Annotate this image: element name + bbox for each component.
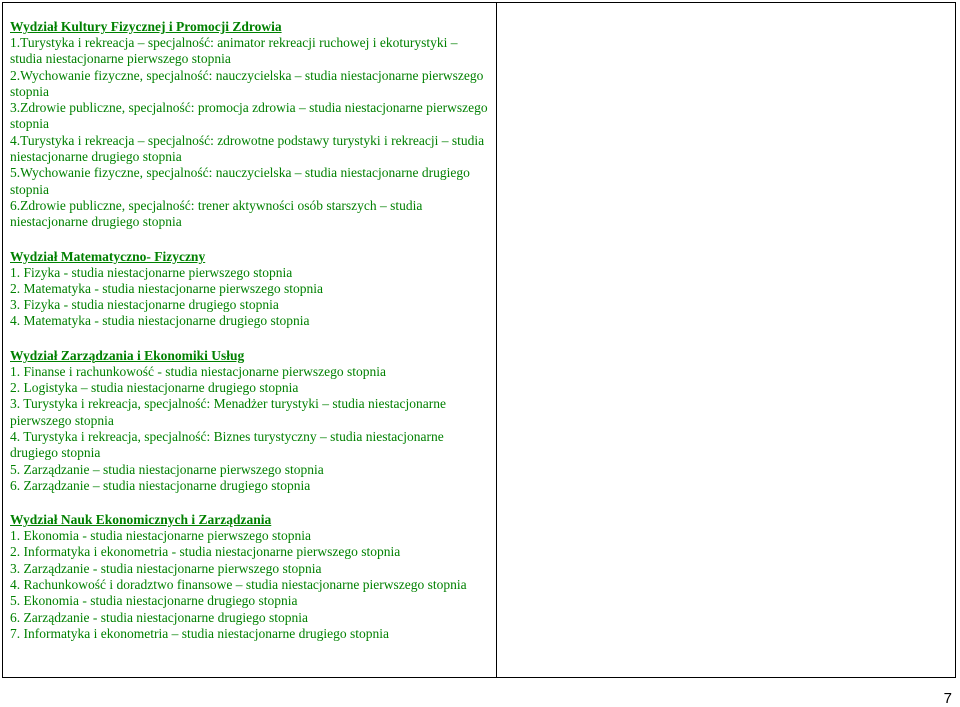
list-item: 5. Ekonomia - studia niestacjonarne drugiego stopnia xyxy=(10,593,298,609)
list-item: 1. Fizyka - studia niestacjonarne pierwszego stopnia xyxy=(10,264,293,280)
list-item: 6. Zarządzanie - studia niestacjonarne drugiego stopnia xyxy=(10,609,309,625)
page-number: 7 xyxy=(943,690,952,707)
section-matematyczno-fizyczny xyxy=(10,249,496,330)
list-item: 4. Matematyka - studia niestacjonarne drugiego stopnia xyxy=(10,313,310,329)
section-title: Wydział Matematyczno- Fizyczny xyxy=(10,248,206,264)
section-zarzadzania-ekonomiki xyxy=(10,348,496,494)
list-item: 1. Finanse i rachunkowość - studia niestacjonarne pierwszego stopnia xyxy=(10,363,387,379)
list-item: 3. Fizyka - studia niestacjonarne drugiego stopnia xyxy=(10,297,279,313)
list-item: 3. Zarządzanie - studia niestacjonarne pierwszego stopnia xyxy=(10,560,322,576)
list-item: 3. Turystyka i rekreacja, specjalność: Menadżer turystyki – studia niestacjonarne pierwszego stopnia xyxy=(10,396,447,428)
section-kultury-fizycznej xyxy=(10,19,496,231)
list-item: 4. Rachunkowość i doradztwo finansowe – studia niestacjonarne pierwszego stopnia xyxy=(10,577,467,593)
section-nauk-ekonomicznych xyxy=(10,512,496,642)
empty-column xyxy=(497,3,955,677)
document-table xyxy=(2,2,956,678)
list-item: 3.Zdrowie publiczne, specjalność: promocja zdrowia – studia niestacjonarne pierwszego stopnia xyxy=(10,100,488,132)
list-item: 4. Turystyka i rekreacja, specjalność: Biznes turystyczny – studia niestacjonarne drugiego stopnia xyxy=(10,428,444,461)
list-item: 7. Informatyka i ekonometria – studia niestacjonarne drugiego stopnia xyxy=(10,625,390,641)
section-title: Wydział Nauk Ekonomicznych i Zarządzania xyxy=(10,512,272,528)
faculties-column xyxy=(3,3,497,677)
list-item: 6.Zdrowie publiczne, specjalność: trener aktywności osób starszych – studia niestacjonarne drugiego stopnia xyxy=(10,197,423,230)
section-title: Wydział Kultury Fizycznej i Promocji Zdrowia xyxy=(10,19,282,34)
section-title: Wydział Zarządzania i Ekonomiki Usług xyxy=(10,347,245,363)
list-item: 2. Matematyka - studia niestacjonarne pierwszego stopnia xyxy=(10,280,324,296)
list-item: 1.Turystyka i rekreacja – specjalność: animator rekreacji ruchowej i ekoturystyki – studia niestacjonarne pierwszego stopnia xyxy=(10,35,458,67)
list-item: 5.Wychowanie fizyczne, specjalność: nauczycielska – studia niestacjonarne drugiego stopnia xyxy=(10,165,470,197)
list-item: 1. Ekonomia - studia niestacjonarne pierwszego stopnia xyxy=(10,528,312,544)
list-item: 4.Turystyka i rekreacja – specjalność: zdrowotne podstawy turystyki i rekreacji – studia niestacjonarne drugiego stopnia xyxy=(10,132,485,165)
list-item: 2. Informatyka i ekonometria - studia niestacjonarne pierwszego stopnia xyxy=(10,544,401,560)
list-item: 6. Zarządzanie – studia niestacjonarne drugiego stopnia xyxy=(10,477,311,493)
list-item: 2. Logistyka – studia niestacjonarne drugiego stopnia xyxy=(10,380,299,396)
list-item: 5. Zarządzanie – studia niestacjonarne pierwszego stopnia xyxy=(10,461,324,477)
list-item: 2.Wychowanie fizyczne, specjalność: nauczycielska – studia niestacjonarne pierwszego stopnia xyxy=(10,67,484,99)
